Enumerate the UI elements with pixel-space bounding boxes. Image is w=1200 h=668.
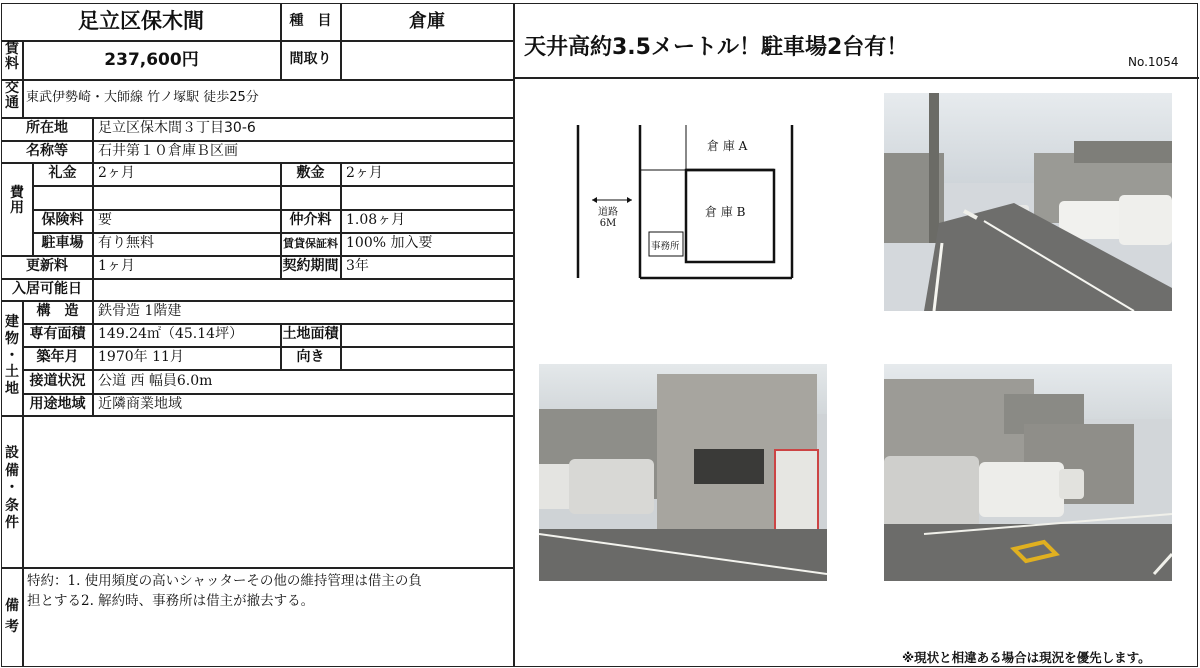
office-label: 事務所 — [651, 241, 680, 252]
location-title: 足立区保木間 — [78, 9, 204, 34]
property-number: No.1054 — [1128, 55, 1179, 69]
rent-value: 237,600円 — [104, 49, 199, 70]
warehouse-b-label: 倉 庫 B — [705, 205, 746, 219]
facing-label: 向き — [296, 349, 325, 366]
structure-label: 構 造 — [36, 303, 79, 320]
built-value: 1970年 11月 — [98, 349, 184, 366]
rent-label: 賃 料 — [5, 41, 19, 72]
key-money-value: 2ヶ月 — [98, 165, 135, 182]
floor-plan — [570, 120, 810, 290]
facilities-value — [23, 416, 513, 566]
insurance-label: 保険料 — [41, 212, 84, 229]
building-photo — [539, 364, 827, 581]
parking-photo — [884, 364, 1172, 581]
name-value: 石井第１０倉庫Ｂ区画 — [98, 142, 238, 159]
parking-label: 駐車場 — [41, 235, 84, 252]
guarantee-value: 100% 加入要 — [346, 235, 433, 252]
move-in-label: 入居可能日 — [12, 280, 82, 297]
term-value: 3年 — [346, 258, 369, 275]
zoning-value: 近隣商業地域 — [98, 395, 182, 412]
address-label: 所在地 — [26, 120, 68, 137]
type-value: 倉庫 — [409, 11, 445, 33]
type-label: 種 目 — [289, 13, 332, 30]
brokerage-value: 1.08ヶ月 — [346, 212, 406, 229]
facing-value — [341, 347, 513, 369]
land-area-label: 土地面積 — [282, 326, 339, 343]
layout-value — [341, 41, 513, 79]
move-in-value — [93, 279, 513, 300]
disclaimer: ※現状と相違ある場合は現況を優先します。 — [902, 650, 1151, 665]
remarks-text: 特約：1. 使用頻度の高いシャッターその他の維持管理は借主の負 担とする2. 解約時、事務所は借主が撤去する。 — [27, 573, 422, 609]
guarantee-label: 賃貸保証料 — [283, 236, 338, 250]
key-money-label: 礼金 — [48, 165, 77, 182]
address-value: 足立区保木間３丁目30-6 — [98, 120, 256, 137]
remarks-label: 備 考 — [5, 598, 19, 635]
street-photo — [884, 93, 1172, 311]
road-label: 道路 6M — [598, 207, 618, 229]
name-label: 名称等 — [26, 142, 68, 159]
deposit-label: 敷金 — [296, 165, 325, 182]
built-label: 築年月 — [36, 349, 79, 366]
access-label: 交 通 — [5, 80, 19, 111]
road-value: 公道 西 幅員6.0m — [98, 372, 213, 389]
warehouse-a-label: 倉 庫 A — [707, 139, 748, 153]
road-label: 接道状況 — [29, 372, 86, 389]
zoning-label: 用途地域 — [29, 395, 86, 412]
brokerage-label: 仲介料 — [289, 212, 332, 229]
area-value: 149.24㎡（45.14坪） — [98, 326, 244, 343]
renewal-value: 1ヶ月 — [98, 258, 135, 275]
headline: 天井高約3.5メートル！駐車場2台有！ — [524, 35, 909, 60]
parking-value: 有り無料 — [98, 235, 154, 252]
land-area-value — [341, 324, 513, 346]
access-value: 東武伊勢崎・大師線 竹ノ塚駅 徒歩25分 — [26, 90, 259, 106]
structure-value: 鉄骨造 1階建 — [98, 303, 182, 320]
insurance-value: 要 — [98, 212, 112, 229]
renewal-label: 更新料 — [26, 258, 68, 275]
building-label: 建 物 ・ 土 地 — [5, 314, 19, 398]
facilities-label: 設 備 ・ 条 件 — [5, 445, 19, 531]
term-label: 契約期間 — [282, 258, 339, 275]
deposit-value: 2ヶ月 — [346, 165, 383, 182]
layout-label: 間取り — [289, 51, 332, 68]
costs-label: 費 用 — [10, 185, 24, 216]
area-label: 専有面積 — [29, 326, 86, 343]
